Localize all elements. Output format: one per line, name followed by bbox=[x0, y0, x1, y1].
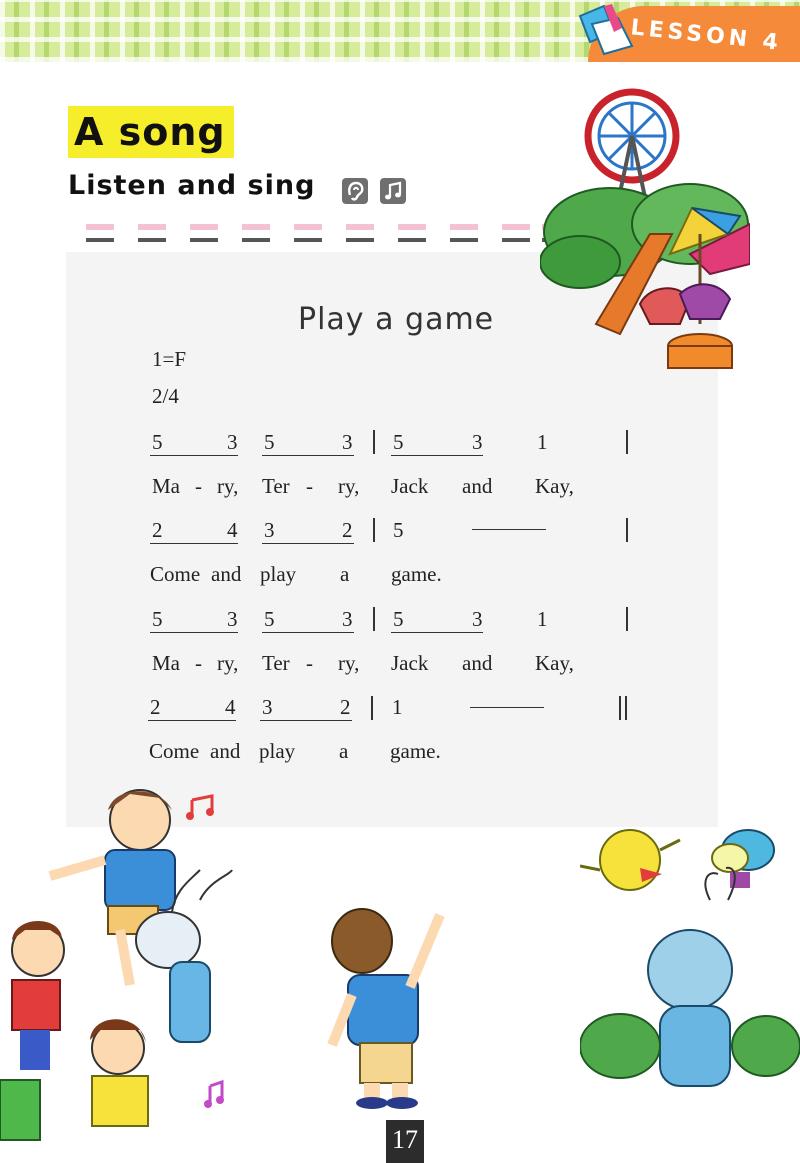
lyric: - bbox=[195, 474, 202, 498]
bar-line bbox=[373, 607, 375, 631]
lyric: Jack bbox=[391, 651, 429, 675]
lyric: Ter bbox=[262, 474, 290, 498]
song-title: Play a game bbox=[298, 302, 495, 337]
lyric: - bbox=[306, 474, 313, 498]
lyric: Ma bbox=[152, 474, 180, 498]
park-illustration bbox=[540, 84, 750, 374]
bar-line bbox=[371, 696, 373, 720]
lyric: Kay, bbox=[535, 651, 574, 675]
note-underline bbox=[150, 632, 238, 633]
lyric: and bbox=[210, 739, 241, 763]
note: 2 bbox=[152, 518, 163, 542]
note: 4 bbox=[225, 695, 236, 719]
lyric: Kay, bbox=[535, 474, 574, 498]
note: 3 bbox=[262, 695, 273, 719]
bar-line bbox=[626, 430, 628, 454]
note: 2 bbox=[150, 695, 161, 719]
note-underline bbox=[150, 543, 238, 544]
note: 1 bbox=[392, 695, 403, 719]
note: 3 bbox=[342, 430, 353, 454]
lyric: ry, bbox=[217, 474, 239, 498]
lyric: ry, bbox=[217, 651, 239, 675]
time-signature: 2/4 bbox=[152, 384, 179, 408]
dashed-divider bbox=[86, 224, 556, 250]
section-title: A song bbox=[68, 106, 234, 158]
note: 3 bbox=[227, 430, 238, 454]
lyric: and bbox=[462, 651, 493, 675]
note: 5 bbox=[264, 430, 275, 454]
note-underline bbox=[391, 455, 483, 456]
note: 3 bbox=[342, 607, 353, 631]
note: 3 bbox=[227, 607, 238, 631]
note: 5 bbox=[393, 607, 404, 631]
lyric: a bbox=[340, 562, 350, 586]
bar-line bbox=[373, 430, 375, 454]
lyric: and bbox=[211, 562, 242, 586]
note: 5 bbox=[393, 518, 404, 542]
note: 1 bbox=[537, 430, 548, 454]
music-note-icon bbox=[380, 178, 406, 204]
lyric: game. bbox=[391, 562, 442, 586]
bar-line bbox=[373, 518, 375, 542]
note-underline bbox=[260, 720, 352, 721]
note: 3 bbox=[472, 430, 483, 454]
lesson-label: LESSON 4 bbox=[629, 15, 784, 56]
lyric: play bbox=[260, 562, 297, 586]
final-bar-line bbox=[625, 696, 627, 720]
note: 5 bbox=[152, 430, 163, 454]
note-underline bbox=[150, 455, 238, 456]
note-underline bbox=[262, 455, 354, 456]
final-bar-line bbox=[619, 696, 621, 720]
lyric: Ter bbox=[262, 651, 290, 675]
note-underline bbox=[262, 543, 354, 544]
boy-waving-illustration bbox=[320, 895, 460, 1110]
lyric: Ma bbox=[152, 651, 180, 675]
bar-line bbox=[626, 607, 628, 631]
lyric: and bbox=[462, 474, 493, 498]
note: 2 bbox=[340, 695, 351, 719]
note: 1 bbox=[537, 607, 548, 631]
note-underline bbox=[391, 632, 483, 633]
lyric: - bbox=[195, 651, 202, 675]
lyric: Jack bbox=[391, 474, 429, 498]
lyric: ry, bbox=[338, 474, 360, 498]
lyric: Come bbox=[150, 562, 201, 586]
lyric: play bbox=[259, 739, 296, 763]
note: 5 bbox=[264, 607, 275, 631]
subtitle: Listen and sing bbox=[68, 170, 316, 201]
note: 2 bbox=[342, 518, 353, 542]
lyric: - bbox=[306, 651, 313, 675]
children-dancing-illustration bbox=[0, 780, 260, 1163]
animals-illustration bbox=[580, 810, 800, 1110]
note: 5 bbox=[152, 607, 163, 631]
note: 3 bbox=[264, 518, 275, 542]
hold-dash bbox=[472, 529, 546, 530]
page-number: 17 bbox=[386, 1120, 424, 1163]
note: 3 bbox=[472, 607, 483, 631]
lyric: game. bbox=[390, 739, 441, 763]
lyric: Come bbox=[149, 739, 200, 763]
note: 5 bbox=[393, 430, 404, 454]
hold-dash bbox=[470, 707, 544, 708]
note-underline bbox=[262, 632, 354, 633]
note-underline bbox=[148, 720, 236, 721]
lyric: ry, bbox=[338, 651, 360, 675]
key-signature: 1=F bbox=[152, 347, 187, 371]
bar-line bbox=[626, 518, 628, 542]
note: 4 bbox=[227, 518, 238, 542]
lyric: a bbox=[339, 739, 349, 763]
ear-icon bbox=[342, 178, 368, 204]
